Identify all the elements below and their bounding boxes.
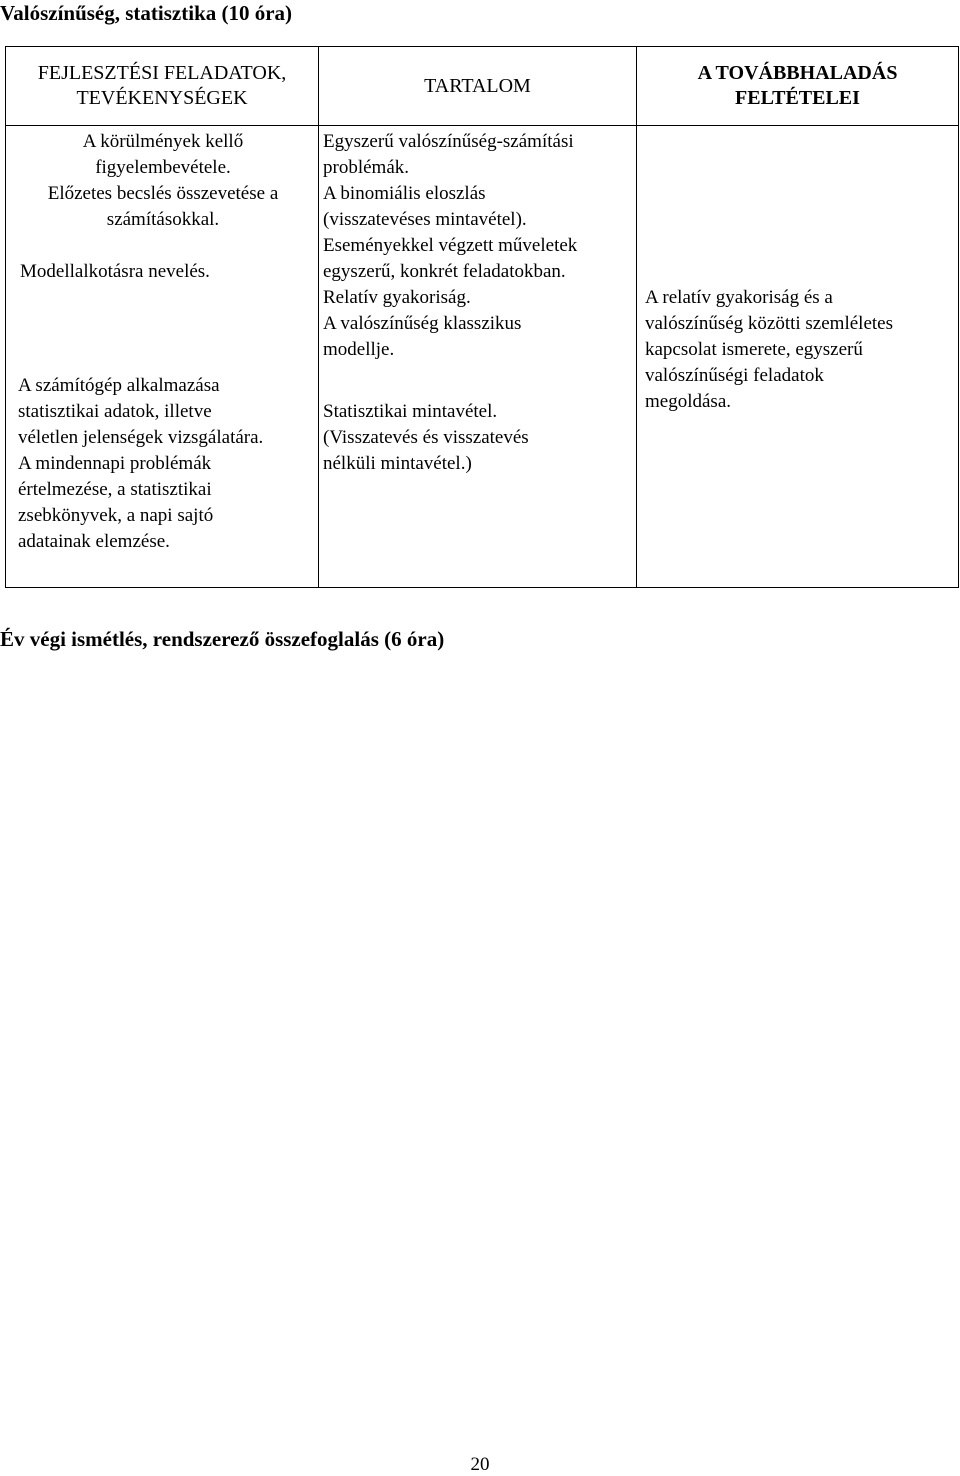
content-sampling [319, 399, 636, 477]
header-progression-requirements [637, 47, 959, 126]
progression-requirements-text [637, 126, 958, 415]
task-block: A körülmények kellő figyelembevétele. [82, 131, 244, 178]
header-content-label: TARTALOM [424, 74, 531, 97]
content-block: Egyszerű valószínűség-számítási problémák. [323, 131, 574, 178]
development-tasks-modelling [6, 259, 318, 285]
development-tasks-computing [6, 373, 318, 555]
content-block: Statisztikai mintavétel. [323, 401, 498, 422]
curriculum-table [5, 46, 959, 588]
task-block: Előzetes becslés összevetése a számításokkal. [47, 183, 279, 230]
content-block: A binomiális eloszlás (visszatevéses mintavétel). [323, 183, 527, 230]
table-row [6, 126, 959, 588]
page-number: 20 [470, 1454, 490, 1475]
development-tasks-intro [6, 126, 318, 233]
header-content [319, 47, 637, 126]
content-block: Relatív gyakoriság. [323, 287, 471, 308]
next-section-title: Év végi ismétlés, rendszerező összefoglalás (6 óra) [0, 627, 445, 651]
header-progression-requirements-label: A TOVÁBBHALADÁS FELTÉTELEI [697, 62, 898, 109]
requirement-block: A relatív gyakoriság és a valószínűség közötti szemléletes kapcsolat ismerete, egyszerű valószínűségi feladatok megoldása. [645, 287, 893, 412]
task-block: Modellalkotásra nevelés. [20, 261, 210, 282]
header-development-tasks-label: FEJLESZTÉSI FELADATOK, TEVÉKENYSÉGEK [37, 62, 287, 109]
progression-requirements-cell [637, 126, 959, 588]
header-development-tasks [6, 47, 319, 126]
section-title: Valószínűség, statisztika (10 óra) [0, 1, 293, 25]
content-block: A valószínűség klasszikus modellje. [323, 313, 522, 360]
development-tasks-cell [6, 126, 319, 588]
content-blocks [319, 126, 636, 363]
content-block: Eseményekkel végzett műveletek egyszerű, konkrét feladatokban. [323, 235, 578, 282]
content-block: (Visszatevés és visszatevés nélküli mintavétel.) [323, 427, 529, 474]
content-cell [319, 126, 637, 588]
table-header-row [6, 47, 959, 126]
task-block: A számítógép alkalmazása statisztikai adatok, illetve véletlen jelenségek vizsgálatára. [18, 375, 264, 448]
task-block: A mindennapi problémák értelmezése, a statisztikai zsebkönyvek, a napi sajtó adatainak elemzése. [18, 453, 214, 552]
